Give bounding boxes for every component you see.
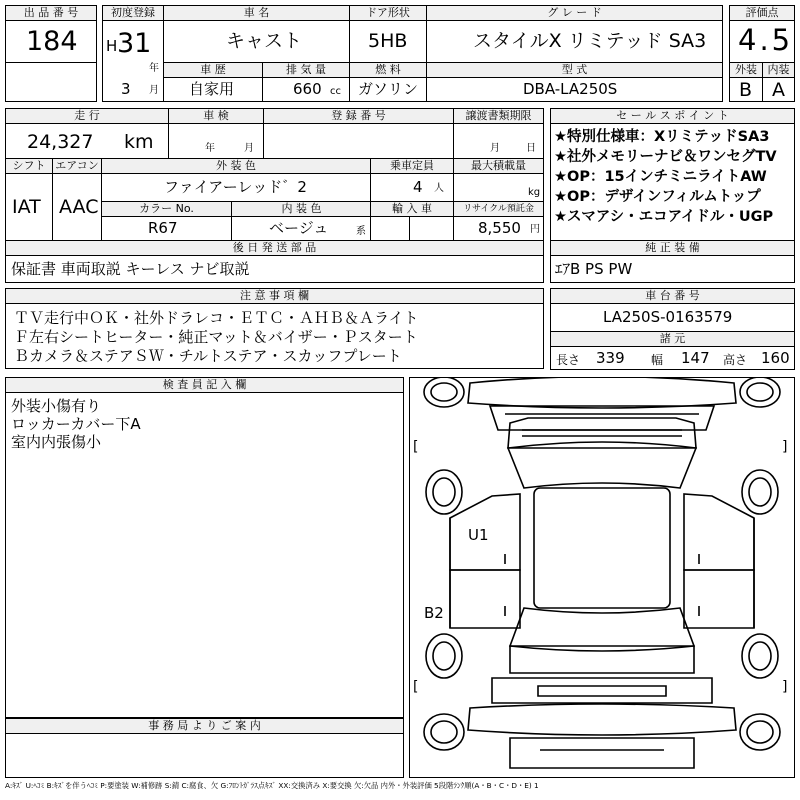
month-unit: 月 xyxy=(149,85,159,96)
transfer-day-unit: 日 xyxy=(526,143,536,154)
registration-label: 登 録 番 号 xyxy=(263,108,454,124)
displacement-unit: cc xyxy=(330,86,341,97)
chassis-number: LA250S-0163579 xyxy=(603,308,733,326)
office-notice-box xyxy=(5,733,404,778)
notes-line-2: Ｆ左右シートヒーター・純正マット＆バイザー・Ｐスタート xyxy=(14,328,418,346)
width-value: 147 xyxy=(681,349,710,367)
air-conditioner-label: エアコン xyxy=(52,158,102,174)
model-code-label: 型 式 xyxy=(426,62,723,78)
interior-color: ベージュ xyxy=(269,219,329,237)
lot-number-label: 出 品 番 号 xyxy=(5,5,97,21)
sales-points-label: セ ー ル ス ポ イ ン ト xyxy=(550,108,795,124)
recycle-fee: 8,550 xyxy=(478,219,521,237)
length-label: 長さ xyxy=(556,353,581,367)
history-label: 車 歴 xyxy=(163,62,263,78)
sales-point-3: ★OP：15インチミニライトAW xyxy=(554,169,767,185)
air-conditioner: AAC xyxy=(59,196,99,218)
standard-equipment-box xyxy=(550,255,795,283)
inspector-note-3: 室内内張傷小 xyxy=(11,433,102,451)
history: 自家用 xyxy=(189,80,235,98)
max-load-box xyxy=(453,173,544,202)
import-box xyxy=(370,216,410,241)
max-load-label: 最大積載量 xyxy=(453,158,544,174)
interior-color-label: 内 装 色 xyxy=(231,201,372,217)
specs-label: 諸 元 xyxy=(550,331,795,347)
fuel-label: 燃 料 xyxy=(349,62,427,78)
year-unit: 年 xyxy=(149,63,159,74)
exterior-grade-label: 外装 xyxy=(729,62,763,78)
history-box xyxy=(163,77,263,102)
shift-label: シフト xyxy=(5,158,53,174)
bracket-right-top: ] xyxy=(782,439,788,455)
later-parts-box xyxy=(5,255,544,283)
air-conditioner-box xyxy=(52,173,102,241)
standard-equipment-label: 純 正 装 備 xyxy=(550,240,795,256)
mileage-label: 走 行 xyxy=(5,108,169,124)
recycle-fee-box xyxy=(453,216,544,241)
interior-color-suffix: 系 xyxy=(356,226,366,237)
notes-box xyxy=(5,303,544,369)
notes-line-1: ＴＶ走行中ＯＫ・社外ドラレコ・ＥＴＣ・ＡＨＢ＆Ａライト xyxy=(14,309,419,327)
sales-points-box xyxy=(550,123,795,241)
door-type: 5HB xyxy=(368,30,408,52)
first-registration-year: 31 xyxy=(117,28,152,59)
first-registration-month: 3 xyxy=(121,80,131,98)
inspector-note-2: ロッカーカバー下A xyxy=(11,415,141,433)
sales-point-5: ★スマアシ・エコアイドル・UGP xyxy=(554,209,774,225)
inspection-month-unit: 月 xyxy=(244,143,254,154)
grade: スタイルX リミテッド SA3 xyxy=(473,30,707,52)
exterior-color-box xyxy=(101,173,371,202)
standard-equipment: ｴｱB PS PW xyxy=(555,260,633,278)
door-type-box xyxy=(349,20,427,63)
fuel: ガソリン xyxy=(358,80,419,98)
mileage: 24,327 xyxy=(27,131,94,153)
exterior-color: ファイアーレッド゛2 xyxy=(164,178,307,196)
interior-grade: A xyxy=(772,79,785,101)
first-registration-label: 初度登録 xyxy=(102,5,164,21)
grade-label: グ レ ー ド xyxy=(426,5,723,21)
later-parts-label: 後 日 発 送 部 品 xyxy=(5,240,544,256)
score: 4.5 xyxy=(738,23,794,57)
inspector-note-1: 外装小傷有り xyxy=(11,397,102,415)
interior-grade-label: 内装 xyxy=(762,62,795,78)
legend-text: A:ｷｽﾞ U:ﾍｺﾐ B:ｷｽﾞを伴うﾍｺﾐ P:要塗装 W:補修跡 S:錆 C:腐食、欠 G:ﾌﾛﾝﾄｶﾞﾗｽ点ｷｽﾞ XX:交換済み X:要交換 欠:欠品 内外・外装評価 5段階ﾗﾝｸ順(A・B・C・D・E) 1 xyxy=(5,781,539,790)
notes-label: 注 意 事 項 欄 xyxy=(5,288,544,304)
inspection-label: 車 検 xyxy=(168,108,264,124)
model-code: DBA-LA250S xyxy=(523,80,618,98)
capacity-box xyxy=(370,173,454,202)
model-code-box xyxy=(426,77,723,102)
car-name-box xyxy=(163,20,350,63)
shift-box xyxy=(5,173,53,241)
capacity-label: 乗車定員 xyxy=(370,158,454,174)
length-value: 339 xyxy=(596,349,625,367)
damage-mark-u1: U1 xyxy=(468,526,489,544)
mileage-unit: km xyxy=(124,131,154,153)
sales-point-2: ★社外メモリーナビ＆ワンセグTV xyxy=(554,149,777,165)
inspection-box xyxy=(168,123,264,159)
capacity-unit: 人 xyxy=(434,183,444,194)
car-diagram-frame xyxy=(409,377,795,778)
height-value: 160 xyxy=(761,349,790,367)
score-box xyxy=(729,20,795,63)
import-box-right xyxy=(409,216,454,241)
first-registration-box xyxy=(102,20,164,102)
transfer-deadline-label: 譲渡書類期限 xyxy=(453,108,544,124)
office-notice-label: 事 務 局 よ り ご 案 内 xyxy=(5,718,404,734)
door-type-label: ドア形状 xyxy=(349,5,427,21)
shift: IAT xyxy=(12,196,41,218)
sales-point-4: ★OP：デザインフィルムトップ xyxy=(554,189,761,205)
era-label: H xyxy=(106,37,118,55)
capacity: 4 xyxy=(413,178,423,196)
score-label: 評価点 xyxy=(729,5,795,21)
interior-grade-box xyxy=(762,77,795,102)
bracket-left-bottom: [ xyxy=(413,679,419,695)
car-name-label: 車 名 xyxy=(163,5,350,21)
notes-line-3: Ｂカメラ＆ステアＳＷ・チルトステア・スカッフプレート xyxy=(14,347,402,365)
color-number: R67 xyxy=(148,219,178,237)
car-name: キャスト xyxy=(226,30,303,52)
max-load-unit: kg xyxy=(528,187,541,198)
later-parts: 保証書 車両取説 キーレス ナビ取説 xyxy=(11,260,250,278)
color-number-label: カラー No. xyxy=(101,201,232,217)
lot-number-lower-box xyxy=(5,62,97,102)
lot-number-box xyxy=(5,20,97,63)
exterior-grade-box xyxy=(729,77,763,102)
color-number-box xyxy=(101,216,232,241)
bracket-right-bottom: ] xyxy=(782,679,788,695)
height-label: 高さ xyxy=(723,353,748,367)
exterior-grade: B xyxy=(739,79,753,101)
inspector-notes-label: 検 査 員 記 入 欄 xyxy=(5,377,404,393)
registration-box xyxy=(263,123,454,159)
transfer-deadline-box xyxy=(453,123,544,159)
displacement-label: 排 気 量 xyxy=(262,62,350,78)
transfer-month-unit: 月 xyxy=(490,143,500,154)
damage-mark-b2: B2 xyxy=(424,604,444,622)
specs-box xyxy=(550,346,795,370)
inspection-year-unit: 年 xyxy=(205,143,215,154)
mileage-box xyxy=(5,123,169,159)
sales-point-1: ★特別仕様車：XリミテッドSA3 xyxy=(554,129,770,145)
interior-color-box xyxy=(231,216,372,241)
displacement-box xyxy=(262,77,350,102)
recycle-fee-unit: 円 xyxy=(530,224,540,235)
width-label: 幅 xyxy=(651,353,664,367)
car-diagram xyxy=(410,378,794,777)
lot-number: 184 xyxy=(26,26,78,57)
bracket-left-top: [ xyxy=(413,439,419,455)
inspector-notes-box xyxy=(5,392,404,718)
exterior-color-label: 外 装 色 xyxy=(101,158,371,174)
displacement: 660 xyxy=(293,80,322,98)
fuel-box xyxy=(349,77,427,102)
chassis-number-label: 車 台 番 号 xyxy=(550,288,795,304)
recycle-fee-label: リサイクル預託金 xyxy=(453,201,544,217)
grade-box xyxy=(426,20,723,63)
import-label: 輸 入 車 xyxy=(370,201,454,217)
chassis-number-box xyxy=(550,303,795,332)
